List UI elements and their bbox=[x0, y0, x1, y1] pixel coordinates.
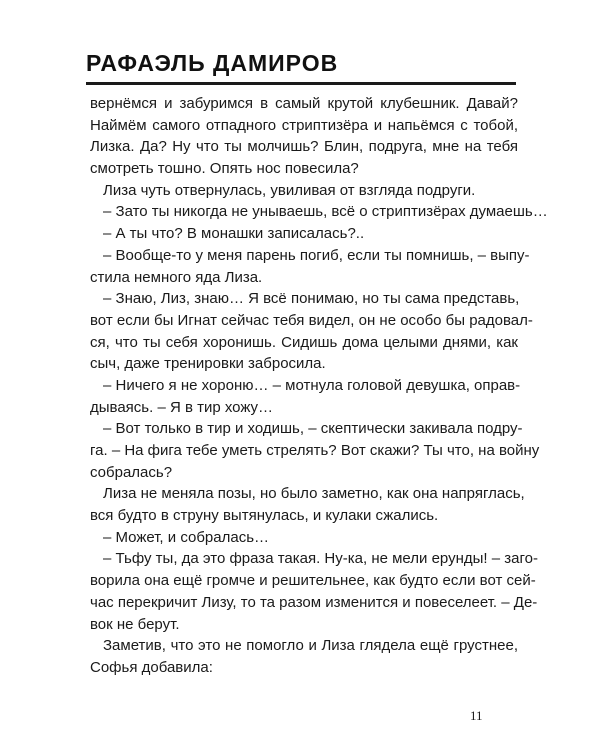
text-line: Лиза не меняла позы, но было заметно, как она напряглась, bbox=[103, 485, 525, 503]
text-line: вот если бы Игнат сейчас тебя видел, он не особо бы радовал- bbox=[90, 311, 533, 329]
text-line: – Вот только в тир и ходишь, – скептически закивала подру- bbox=[103, 420, 523, 438]
text-line: вся будто в струну вытянулась, и кулаки сжались. bbox=[90, 507, 439, 525]
text-line: га. – На фига тебе уметь стрелять? Вот скажи? Ты что, на войну bbox=[90, 442, 540, 459]
page-number: 11 bbox=[470, 708, 483, 723]
text-line: Заметив, что это не помогло и Лиза глядела ещё грустнее, bbox=[103, 637, 518, 655]
text-line: – Тьфу ты, да это фраза такая. Ну-ка, не мели ерунды! – заго- bbox=[103, 550, 538, 568]
text-line: ся, что ты себя хоронишь. Сидишь дома целыми днями, как bbox=[90, 333, 518, 351]
text-line: собралась? bbox=[90, 463, 173, 481]
body-text bbox=[90, 93, 548, 679]
text-line: сыч, даже тренировки забросила. bbox=[90, 355, 326, 373]
text-line: смотреть тошно. Опять нос повесила? bbox=[90, 160, 359, 178]
text-line: дываясь. – Я в тир хожу… bbox=[90, 398, 274, 416]
text-line: час перекричит Лизу, то та разом изменится и повеселеет. – Де- bbox=[90, 593, 538, 611]
text-line: – Может, и собралась… bbox=[103, 528, 270, 546]
text-line: ворила она ещё громче и решительнее, как будто если вот сей- bbox=[90, 572, 536, 590]
text-line: Наймём самого отпадного стриптизёра и напьёмся с тобой, bbox=[90, 116, 518, 134]
text-line: – Знаю, Лиз, знаю… Я всё понимаю, но ты сама представь, bbox=[103, 290, 520, 308]
text-line: Софья добавила: bbox=[90, 658, 213, 676]
running-header-author: РАФАЭЛЬ ДАМИРОВ bbox=[86, 50, 339, 76]
text-line: – Вообще-то у меня парень погиб, если ты помнишь, – выпу- bbox=[103, 246, 530, 264]
text-line: – Ничего я не хороню… – мотнула головой девушка, оправ- bbox=[103, 376, 521, 394]
text-line: Лизка. Да? Ну что ты молчишь? Блин, подруга, мне на тебя bbox=[90, 138, 518, 156]
text-line: – А ты что? В монашки записалась?.. bbox=[103, 225, 365, 243]
text-line: стила немного яда Лиза. bbox=[90, 268, 263, 286]
text-line: вок не берут. bbox=[90, 615, 180, 633]
text-line: Лиза чуть отвернулась, увиливая от взгляда подруги. bbox=[103, 181, 476, 199]
header-rule bbox=[86, 82, 516, 85]
text-line: вернёмся и забуримся в самый крутой клубешник. Давай? bbox=[90, 95, 518, 112]
text-line: – Зато ты никогда не унываешь, всё о стриптизёрах думаешь… bbox=[103, 203, 548, 221]
